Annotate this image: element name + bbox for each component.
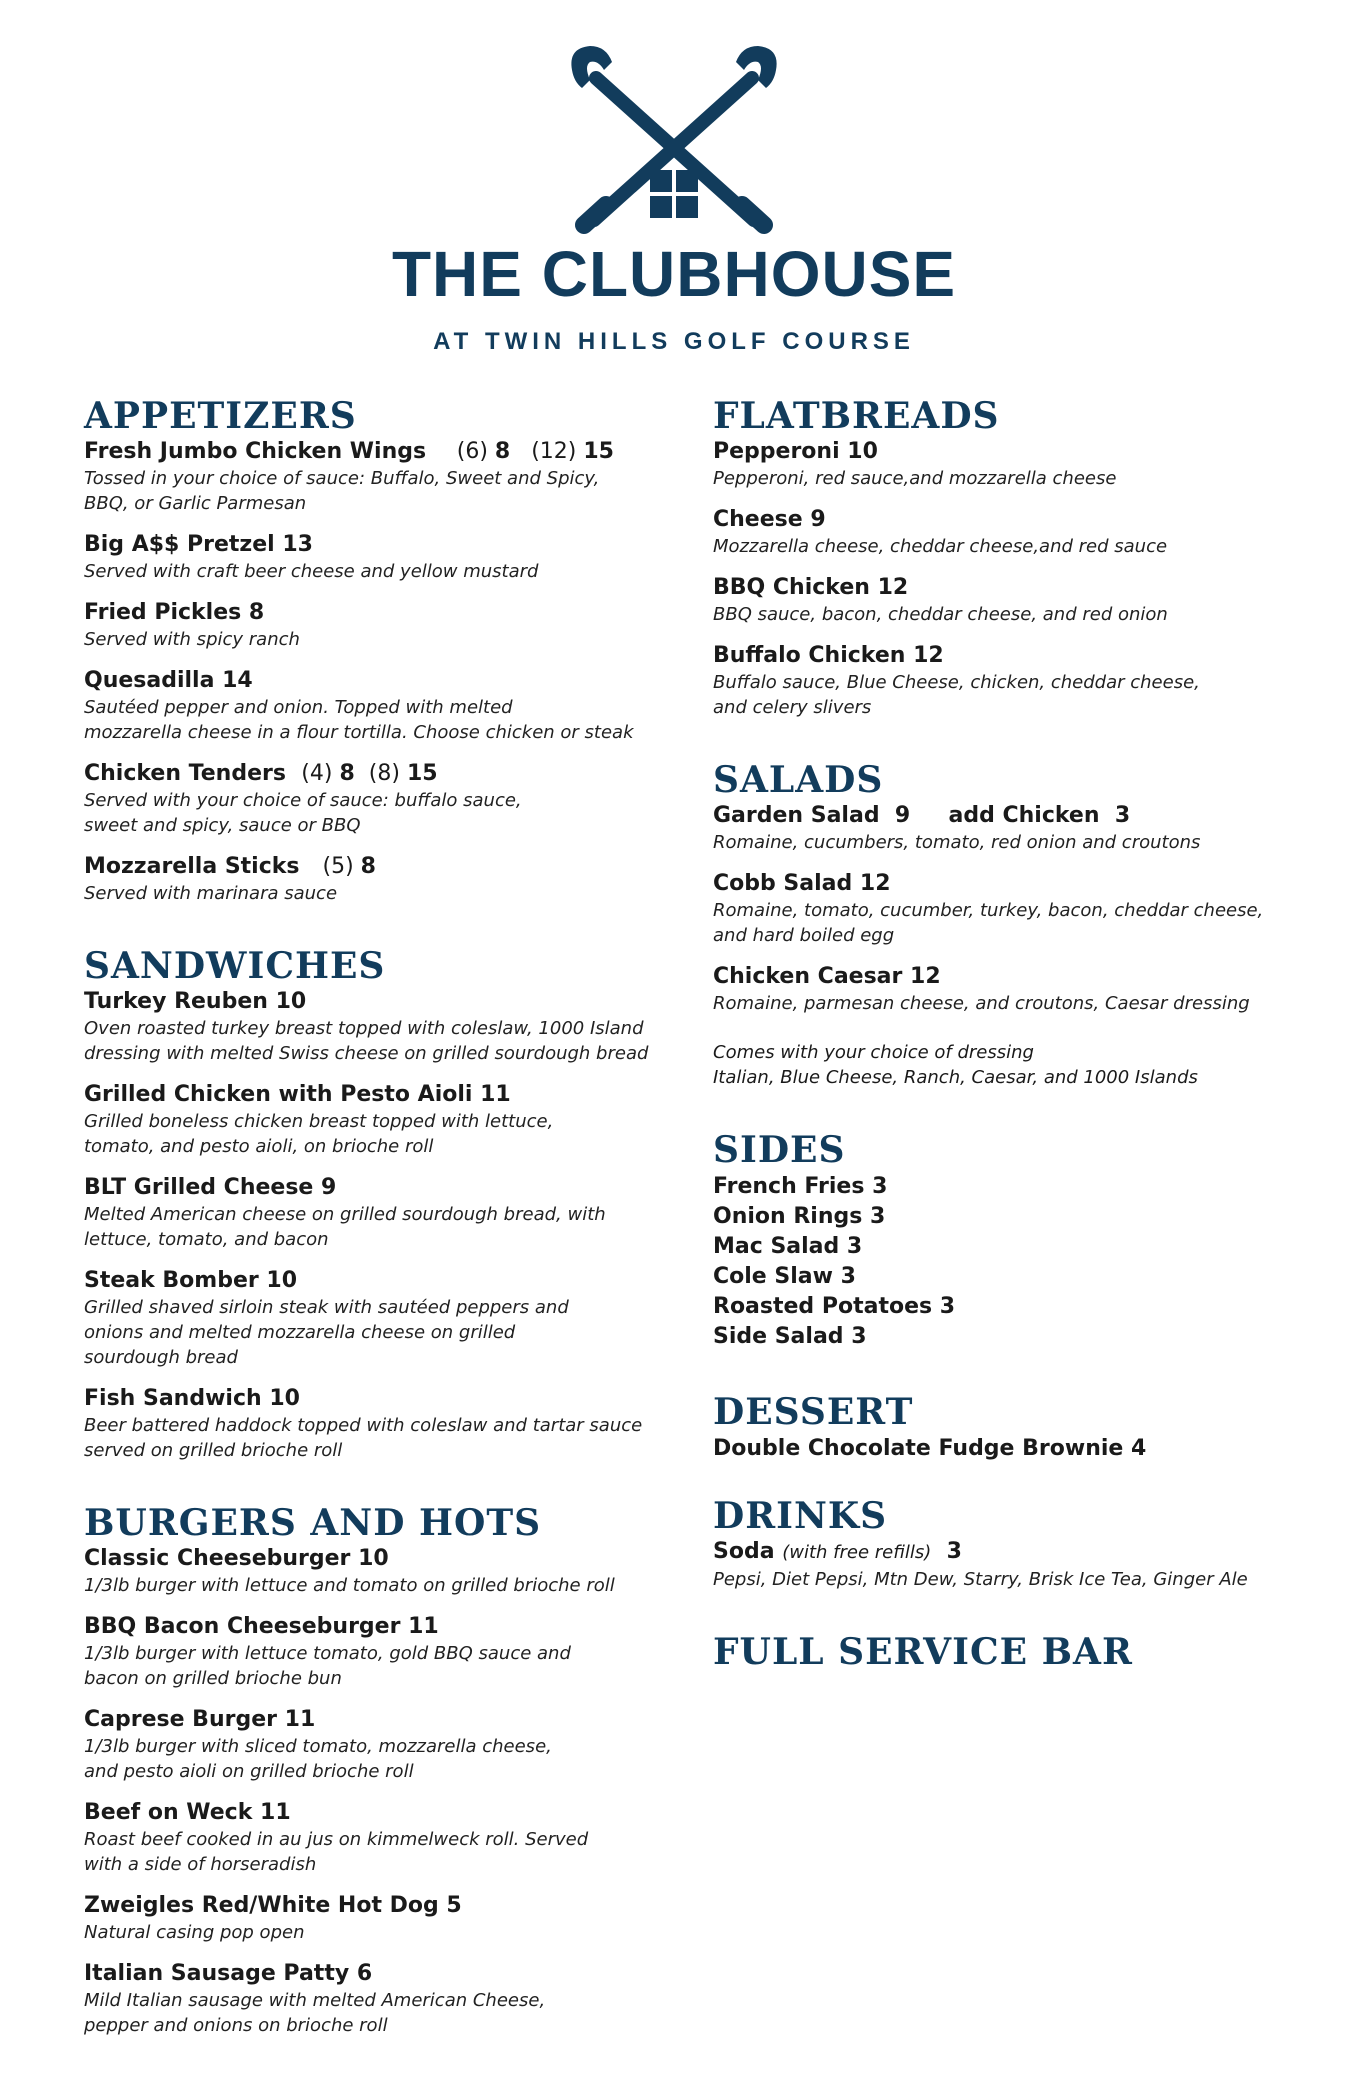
item-description: Sautéed pepper and onion. Topped with melted mozzarella cheese in a flour tortilla. Choose chicken or steak <box>84 697 634 743</box>
section-title: SALADS <box>713 759 884 801</box>
item-name: Fresh Jumbo Chicken Wings <box>84 439 427 464</box>
menu-item <box>84 1545 684 1598</box>
item-name: Turkey Reuben 10 <box>84 989 307 1014</box>
item-name: Big A$$ Pretzel 13 <box>84 532 313 557</box>
menu-item <box>713 574 1313 627</box>
side-item: Cole Slaw 3 <box>713 1264 856 1289</box>
salads-section <box>713 756 1313 1090</box>
item-name: BBQ Bacon Cheeseburger 11 <box>84 1614 439 1639</box>
item-prices: (5) 8 <box>322 854 376 879</box>
item-prices: (4) 8 (8) 15 <box>301 761 438 786</box>
item-description: Natural casing pop open <box>84 1922 305 1943</box>
item-description: Romaine, parmesan cheese, and croutons, Caesar dressing <box>713 993 1250 1014</box>
menu-item <box>84 760 684 838</box>
item-description: 1/3lb burger with lettuce tomato, gold BBQ sauce and bacon on grilled brioche bun <box>84 1643 571 1689</box>
section-title: BURGERS AND HOTS <box>84 1502 542 1544</box>
item-name: Fried Pickles 8 <box>84 600 265 625</box>
menu-item <box>84 1799 684 1877</box>
item-name: BLT Grilled Cheese 9 <box>84 1175 337 1200</box>
menu-item <box>84 667 684 745</box>
item-name: Garden Salad 9 add Chicken 3 <box>713 803 1131 828</box>
section-title: DRINKS <box>713 1495 888 1537</box>
menu-item <box>84 1613 684 1691</box>
menu-item <box>84 599 684 652</box>
item-name: Pepperoni 10 <box>713 439 878 464</box>
item-description: Roast beef cooked in au jus on kimmelweck roll. Served with a side of horseradish <box>84 1829 589 1875</box>
dessert-section <box>713 1388 1313 1464</box>
menu-item <box>84 1081 684 1159</box>
section-title: APPETIZERS <box>84 395 357 437</box>
bar-section <box>713 1628 1313 1674</box>
left-column <box>84 392 684 2074</box>
drink-name: Soda <box>713 1539 775 1564</box>
menu-item <box>84 1960 684 2038</box>
dressing-note: Comes with your choice of dressing Italian, Blue Cheese, Ranch, Caesar, and 1000 Islands <box>713 1042 1198 1088</box>
menu-item <box>84 1174 684 1252</box>
side-item: Mac Salad 3 <box>713 1234 863 1259</box>
item-description: Served with spicy ranch <box>84 629 300 650</box>
item-name: Beef on Weck 11 <box>84 1800 291 1825</box>
section-title: SIDES <box>713 1129 846 1171</box>
item-name: Italian Sausage Patty 6 <box>84 1961 373 1986</box>
item-name: Classic Cheeseburger 10 <box>84 1546 389 1571</box>
item-description: Served with marinara sauce <box>84 883 338 904</box>
brand-subtitle: AT TWIN HILLS GOLF COURSE <box>433 328 915 355</box>
item-name: Cobb Salad 12 <box>713 871 891 896</box>
menu-item <box>713 963 1313 1016</box>
drinks-section <box>713 1492 1313 1592</box>
item-description: 1/3lb burger with sliced tomato, mozzarella cheese, and pesto aioli on grilled brioche roll <box>84 1736 552 1782</box>
item-prices: (6) 8 (12) 15 <box>456 439 614 464</box>
item-name: Quesadilla 14 <box>84 668 253 693</box>
item-description: Tossed in your choice of sauce: Buffalo, Sweet and Spicy, BBQ, or Garlic Parmesan <box>84 468 600 514</box>
drink-item <box>713 1538 1313 1567</box>
item-description: Grilled shaved sirloin steak with sautéed peppers and onions and melted mozzarella cheese on grilled sourdough bread <box>84 1297 569 1368</box>
item-description: Buffalo sauce, Blue Cheese, chicken, cheddar cheese, and celery slivers <box>713 672 1200 718</box>
item-description: Oven roasted turkey breast topped with coleslaw, 1000 Island dressing with melted Swiss cheese on grilled sourdough bread <box>84 1018 649 1064</box>
menu-item <box>84 1267 684 1370</box>
item-description: Romaine, tomato, cucumber, turkey, bacon, cheddar cheese, and hard boiled egg <box>713 900 1264 946</box>
burgers-section <box>84 1499 684 2038</box>
item-description: Romaine, cucumbers, tomato, red onion and croutons <box>713 832 1201 853</box>
menu-item <box>713 642 1313 720</box>
drink-price: 3 <box>946 1539 962 1564</box>
menu-item <box>84 531 684 584</box>
side-item: Roasted Potatoes 3 <box>713 1294 956 1319</box>
section-title: SANDWICHES <box>84 945 386 987</box>
menu-item <box>713 870 1313 948</box>
item-name: Caprese Burger 11 <box>84 1707 316 1732</box>
section-title: FULL SERVICE BAR <box>713 1631 1133 1673</box>
menu-item <box>84 988 684 1066</box>
dessert-item: Double Chocolate Fudge Brownie 4 <box>713 1436 1147 1461</box>
menu-item <box>84 438 684 516</box>
menu-item <box>84 1385 684 1463</box>
sides-section <box>713 1126 1313 1352</box>
item-description: 1/3lb burger with lettuce and tomato on grilled brioche roll <box>84 1575 615 1596</box>
menu-item <box>84 1892 684 1945</box>
item-description: Pepperoni, red sauce,and mozzarella cheese <box>713 468 1117 489</box>
item-description: Served with craft beer cheese and yellow mustard <box>84 561 539 582</box>
menu-item <box>84 1706 684 1784</box>
item-description: Grilled boneless chicken breast topped with lettuce, tomato, and pesto aioli, on brioche roll <box>84 1111 554 1157</box>
side-item: French Fries 3 <box>713 1174 888 1199</box>
item-name: Mozzarella Sticks <box>84 854 300 879</box>
drink-note: (with free refills) <box>782 1542 932 1563</box>
side-item: Side Salad 3 <box>713 1324 867 1349</box>
item-description: Served with your choice of sauce: buffalo sauce, sweet and spicy, sauce or BBQ <box>84 790 522 836</box>
item-name: Steak Bomber 10 <box>84 1268 298 1293</box>
right-column <box>713 392 1313 1710</box>
sandwiches-section <box>84 942 684 1463</box>
item-description: Pepsi, Diet Pepsi, Mtn Dew, Starry, Brisk Ice Tea, Ginger Ale <box>713 1569 1248 1590</box>
item-description: Mozzarella cheese, cheddar cheese,and red sauce <box>713 536 1168 557</box>
item-name: Fish Sandwich 10 <box>84 1386 300 1411</box>
item-name: Chicken Caesar 12 <box>713 964 941 989</box>
menu-item <box>713 802 1313 855</box>
section-title: FLATBREADS <box>713 395 1000 437</box>
brand-title: THE CLUBHOUSE <box>391 238 957 310</box>
item-description: Beer battered haddock topped with coleslaw and tartar sauce served on grilled brioche roll <box>84 1415 643 1461</box>
section-title: DESSERT <box>713 1391 914 1433</box>
item-name: BBQ Chicken 12 <box>713 575 909 600</box>
menu-item <box>713 506 1313 559</box>
item-description: Mild Italian sausage with melted American Cheese, pepper and onions on brioche roll <box>84 1990 546 2036</box>
flatbreads-section <box>713 392 1313 720</box>
side-item: Onion Rings 3 <box>713 1204 886 1229</box>
crossed-golf-clubs-window-icon <box>554 40 794 240</box>
menu-item <box>713 438 1313 491</box>
item-name: Grilled Chicken with Pesto Aioli 11 <box>84 1082 511 1107</box>
item-description: Melted American cheese on grilled sourdough bread, with lettuce, tomato, and bacon <box>84 1204 606 1250</box>
item-name: Buffalo Chicken 12 <box>713 643 944 668</box>
item-name: Zweigles Red/White Hot Dog 5 <box>84 1893 462 1918</box>
item-description: BBQ sauce, bacon, cheddar cheese, and red onion <box>713 604 1168 625</box>
logo-header <box>0 40 1348 356</box>
item-name: Cheese 9 <box>713 507 826 532</box>
appetizers-section <box>84 392 684 906</box>
menu-item <box>84 853 684 906</box>
item-name: Chicken Tenders <box>84 761 286 786</box>
